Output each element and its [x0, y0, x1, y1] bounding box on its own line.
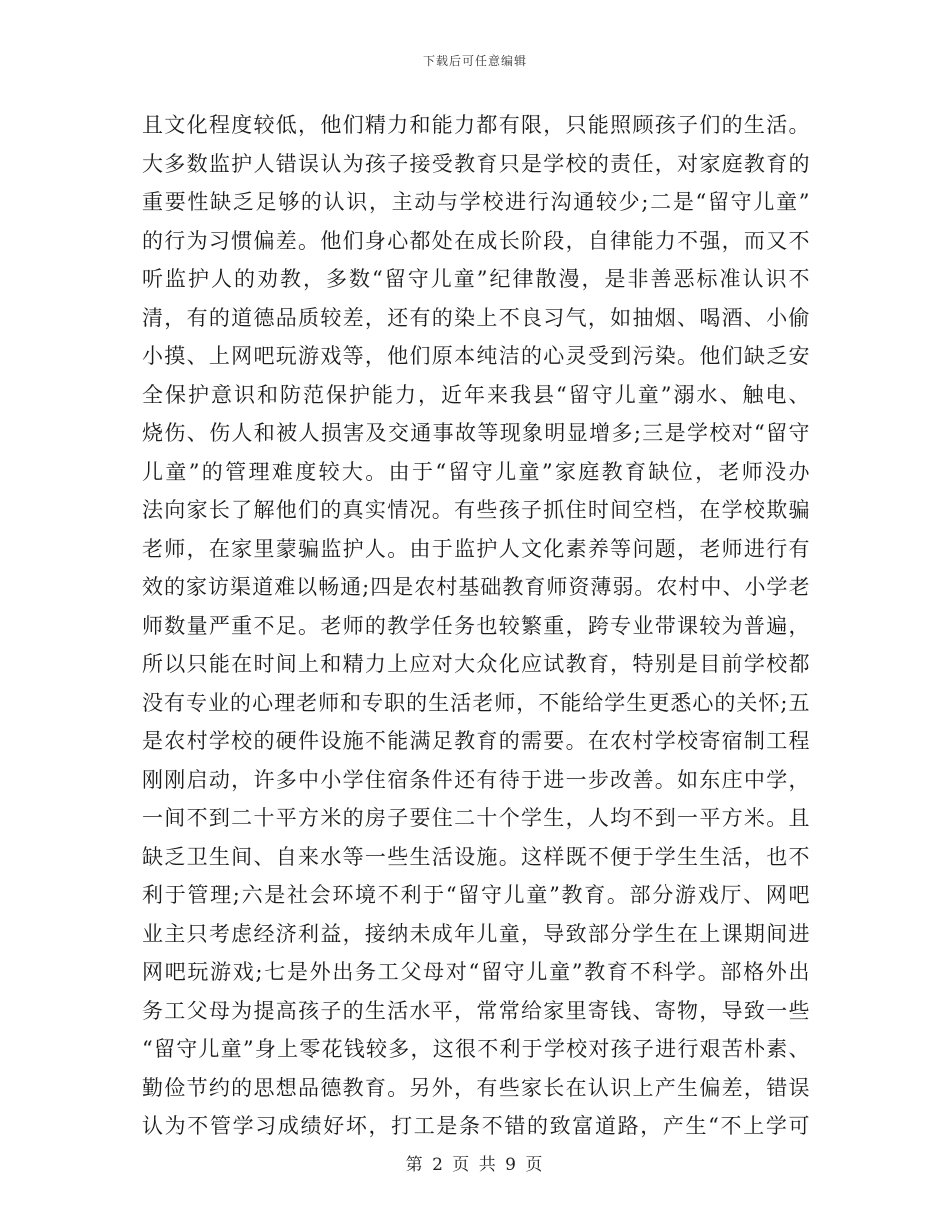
body-line: 缺乏卫生间、自来水等一些生活设施。这样既不便于学生生活，也不 [142, 844, 810, 869]
body-line: 烧伤、伤人和被人损害及交通事故等现象明显增多;三是学校对“留守 [142, 421, 810, 445]
body-line: 刚刚启动，许多中小学住宿条件还有待于进一步改善。如东庄中学， [142, 767, 810, 792]
body-line: 勤俭节约的思想品德教育。另外，有些家长在认识上产生偏差，错误 [142, 1075, 810, 1100]
body-line: 清，有的道德品质较差，还有的染上不良习气，如抽烟、喝酒、小偷 [142, 305, 810, 330]
document-body [142, 106, 810, 1146]
body-line: 利于管理;六是社会环境不利于“留守儿童”教育。部分游戏厅、网吧 [142, 883, 810, 907]
body-line: 的行为习惯偏差。他们身心都处在成长阶段，自律能力不强，而又不 [142, 228, 810, 253]
body-line: 且文化程度较低，他们精力和能力都有限，只能照顾孩子们的生活。 [142, 113, 810, 137]
body-line: 务工父母为提高孩子的生活水平，常常给家里寄钱、寄物，导致一些 [142, 998, 810, 1023]
body-line: 业主只考虑经济利益，接纳未成年儿童，导致部分学生在上课期间进 [142, 921, 810, 946]
body-line: 效的家访渠道难以畅通;四是农村基础教育师资薄弱。农村中、小学老 [142, 575, 810, 599]
body-line: 全保护意识和防范保护能力，近年来我县“留守儿童”溺水、触电、 [142, 382, 810, 407]
body-line: 师数量严重不足。老师的教学任务也较繁重，跨专业带课较为普遍， [142, 613, 810, 638]
body-line: 网吧玩游戏;七是外出务工父母对“留守儿童”教育不科学。部格外出 [142, 960, 810, 984]
page-header: 下载后可任意编辑 [422, 54, 527, 68]
body-line: 一间不到二十平方米的房子要住二十个学生，人均不到一平方米。且 [142, 806, 810, 830]
page-number-footer: 第 2 页 共 9 页 [405, 1155, 545, 1175]
body-line: 重要性缺乏足够的认识，主动与学校进行沟通较少;二是“留守儿童” [142, 190, 810, 214]
body-line: 法向家长了解他们的真实情况。有些孩子抓住时间空档，在学校欺骗 [142, 498, 810, 522]
body-line: 儿童”的管理难度较大。由于“留守儿童”家庭教育缺位，老师没办 [142, 459, 810, 484]
body-line: 听监护人的劝教，多数“留守儿童”纪律散漫，是非善恶标准认识不 [142, 267, 810, 291]
body-line: “留守儿童”身上零花钱较多，这很不利于学校对孩子进行艰苦朴素、 [142, 1037, 810, 1061]
body-line: 小摸、上网吧玩游戏等，他们原本纯洁的心灵受到污染。他们缺乏安 [142, 344, 810, 368]
body-line: 老师，在家里蒙骗监护人。由于监护人文化素养等问题，老师进行有 [142, 536, 810, 561]
body-line: 认为不管学习成绩好坏，打工是条不错的致富道路，产生“不上学可 [142, 1114, 810, 1138]
body-line: 大多数监护人错误认为孩子接受教育只是学校的责任，对家庭教育的 [142, 151, 810, 176]
body-line: 没有专业的心理老师和专职的生活老师，不能给学生更悉心的关怀;五 [142, 690, 810, 715]
body-line: 所以只能在时间上和精力上应对大众化应试教育，特别是目前学校都 [142, 652, 810, 676]
body-line: 是农村学校的硬件设施不能满足教育的需要。在农村学校寄宿制工程 [142, 729, 810, 753]
